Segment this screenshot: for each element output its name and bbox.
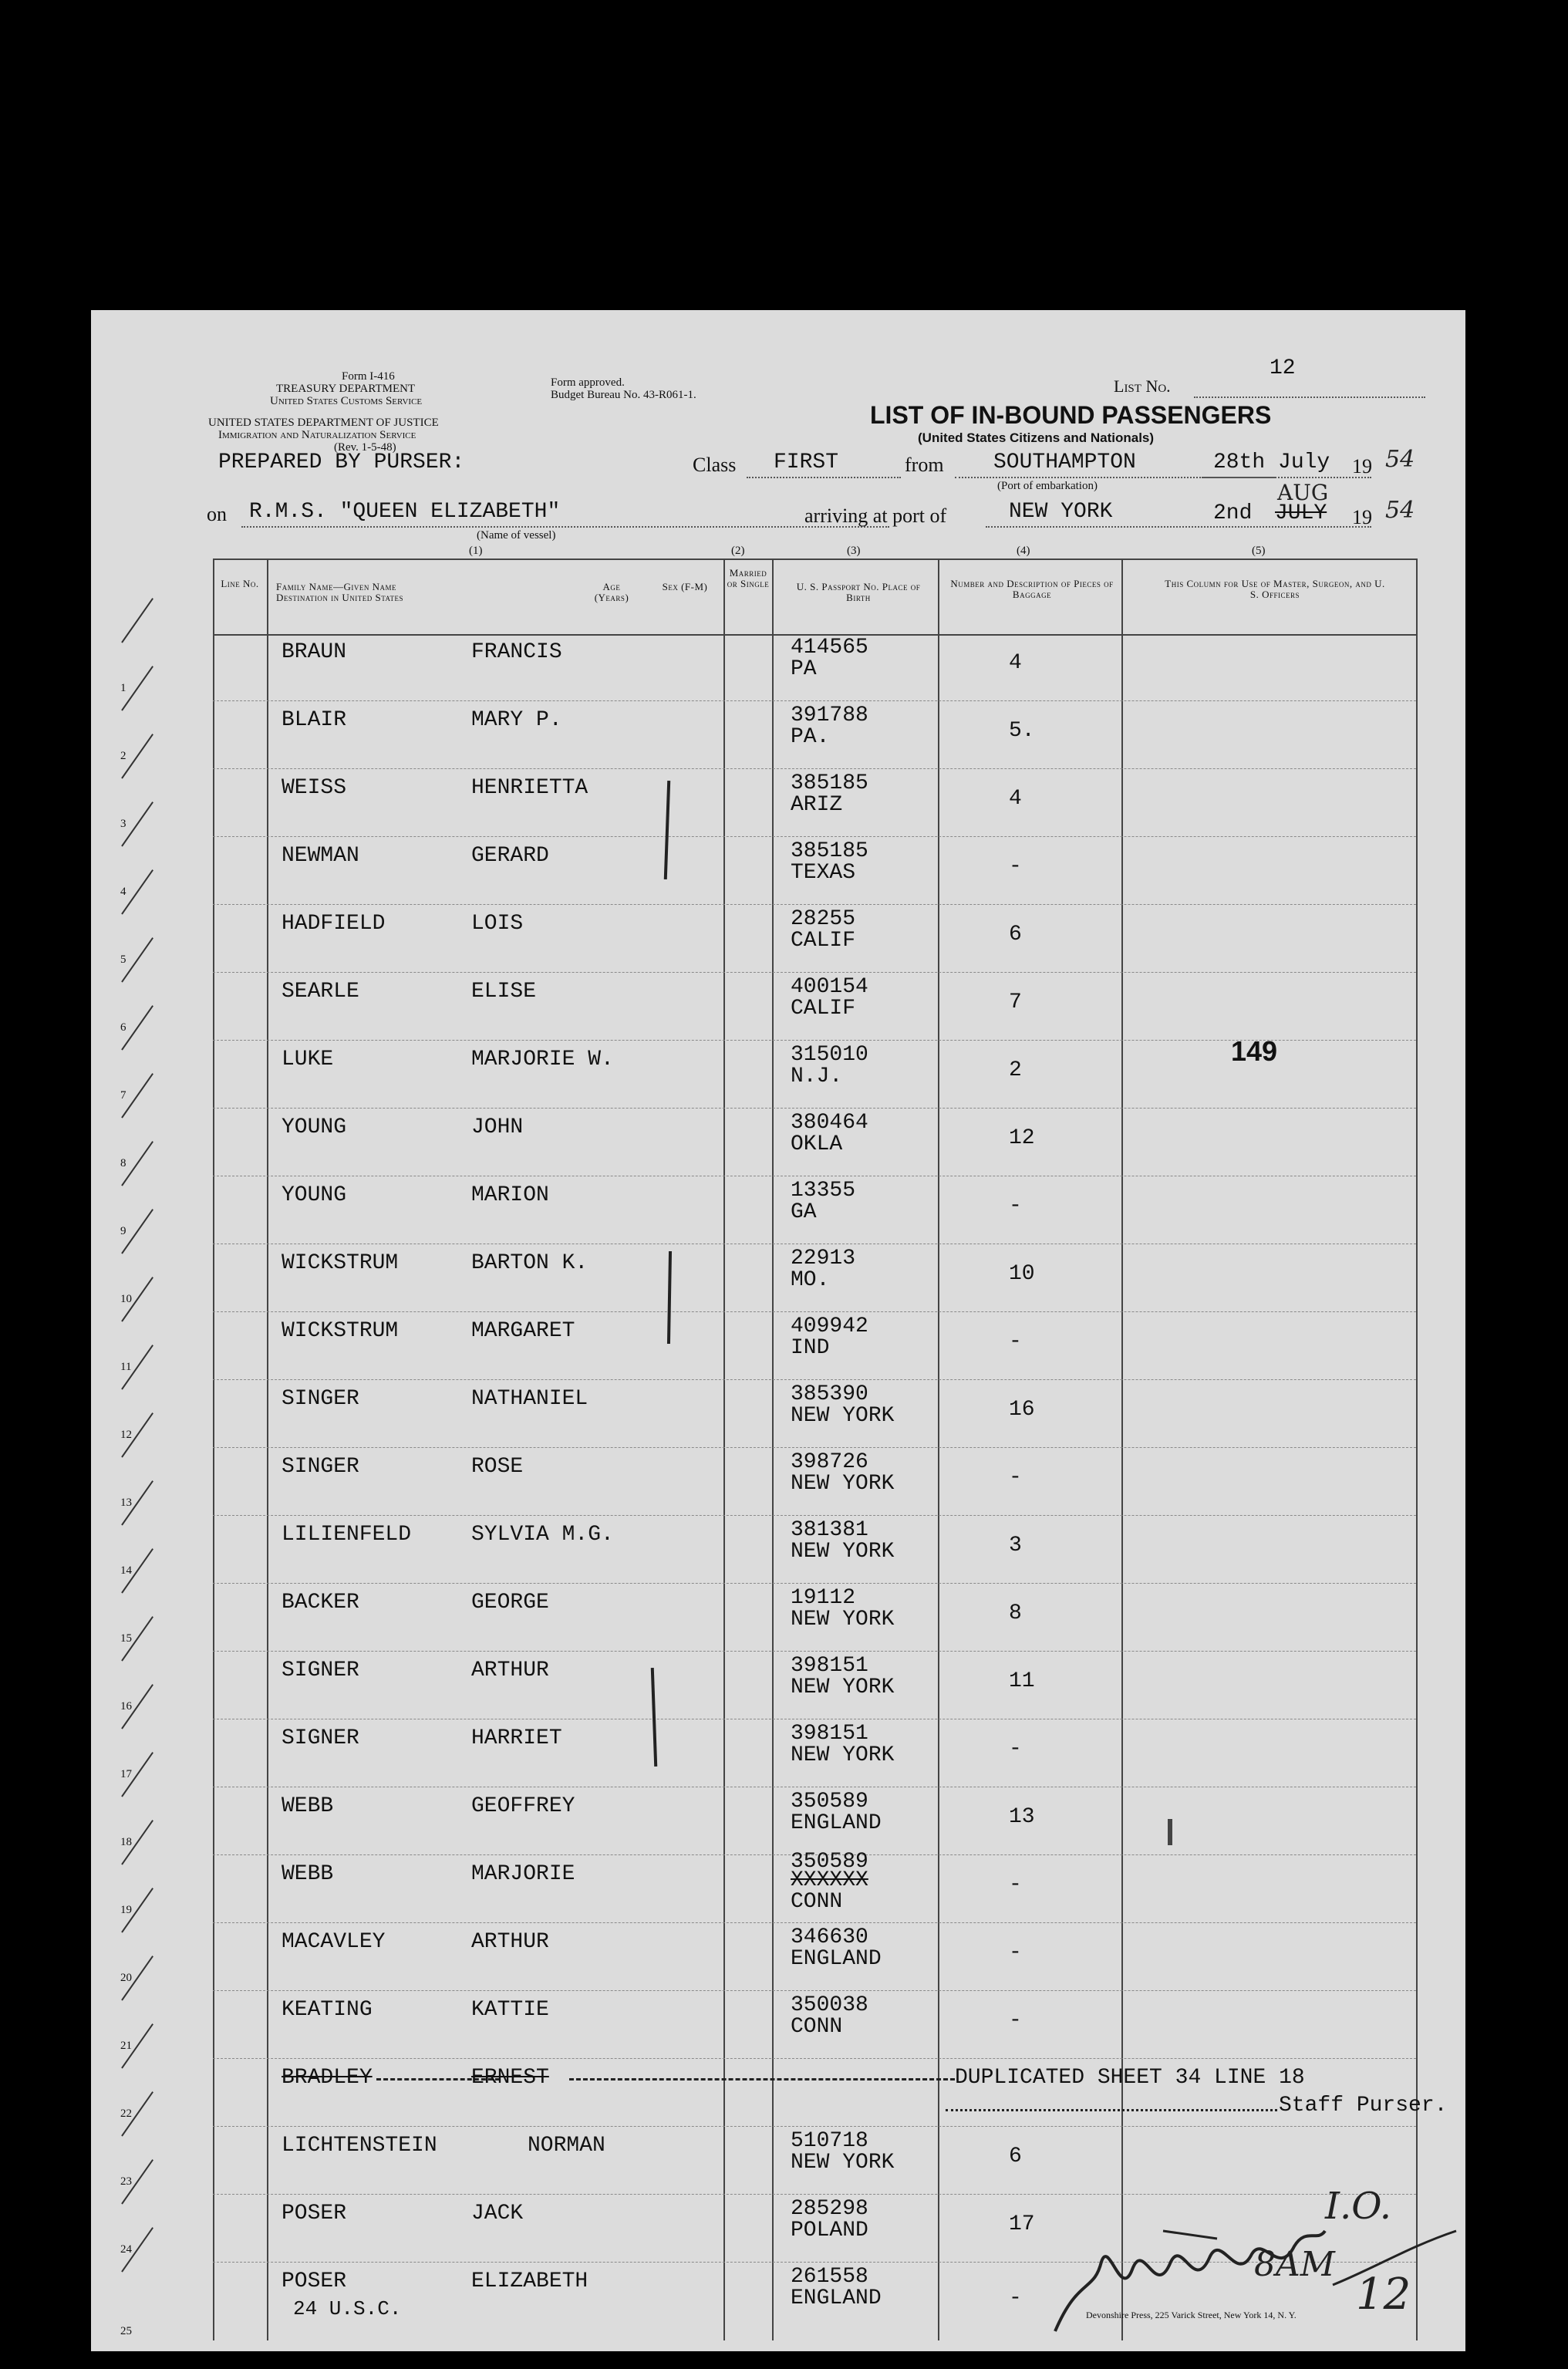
arrival-month: AUG [1277, 480, 1329, 505]
table-row: 16 SIGNER ARTHUR 398151 NEW YORK 11 [91, 1652, 1465, 1720]
baggage-count: 12 [1009, 1126, 1035, 1150]
baggage-count: 13 [1009, 1805, 1035, 1829]
place-of-birth: NEW YORK [791, 1472, 895, 1496]
year-prefix-1: 19 [1352, 455, 1372, 478]
staff-purser: Staff Purser. [1279, 2094, 1448, 2118]
printer-imprint: Devonshire Press, 225 Varick Street, New York 14, N. Y. [1086, 2310, 1297, 2320]
passport-number: 510718 [791, 2129, 868, 2153]
arrival-port: NEW YORK [1009, 500, 1113, 524]
family-name: LILIENFELD [282, 1523, 412, 1547]
manifest-sheet [91, 310, 1465, 2351]
baggage-count: 10 [1009, 1262, 1035, 1286]
col-number-5: (5) [1252, 545, 1266, 557]
col-number-4: (4) [1017, 545, 1030, 557]
passport-number: 385185 [791, 839, 868, 863]
table-row: 20 MACAVLEY ARTHUR 346630 ENGLAND - [91, 1924, 1465, 1992]
family-name: LICHTENSTEIN [282, 2134, 437, 2158]
year-prefix-2: 19 [1352, 506, 1372, 528]
passport-number: 414565 [791, 636, 868, 660]
baggage-count: - [1009, 1941, 1022, 1965]
family-name: SEARLE [282, 980, 359, 1004]
given-name: ELISE [471, 980, 537, 1004]
family-name: SIGNER [282, 1659, 359, 1682]
place-of-birth: MO. [791, 1268, 830, 1292]
given-name: JACK [471, 2202, 524, 2226]
arrival-day: 2nd [1213, 501, 1253, 525]
given-name: NORMAN [528, 2134, 605, 2158]
baggage-count: 2 [1009, 1058, 1022, 1082]
year-1: 54 [1385, 446, 1415, 473]
passport-number: 385185 [791, 771, 868, 795]
family-name: WEBB [282, 1794, 334, 1818]
place-of-birth: NEW YORK [791, 1676, 895, 1699]
given-name: MARION [471, 1183, 549, 1207]
given-name: GEOFFREY [471, 1794, 575, 1818]
passport-number: 285298 [791, 2197, 868, 2221]
from-label: from [905, 454, 944, 476]
table-row: 9 YOUNG MARION 13355 GA - [91, 1177, 1465, 1245]
given-name: HARRIET [471, 1726, 562, 1750]
on-label: on [207, 503, 227, 525]
place-of-birth: ENGLAND [791, 1811, 882, 1835]
table-row: 12 SINGER NATHANIEL 385390 NEW YORK 16 [91, 1381, 1465, 1449]
place-of-birth: PA. [791, 725, 830, 749]
place-of-birth: NEW YORK [791, 1608, 895, 1632]
passport-number: 381381 [791, 1518, 868, 1542]
document-title: LIST OF IN-BOUND PASSENGERS [870, 401, 1272, 429]
baggage-count: 6 [1009, 923, 1022, 947]
given-name: MARJORIE W. [471, 1048, 614, 1071]
given-name: GEORGE [471, 1591, 549, 1615]
handwritten-io: I.O. [1325, 2185, 1392, 2228]
passport-number: 398726 [791, 1450, 868, 1474]
passport-number: 28255 [791, 907, 856, 931]
prepared-by: PREPARED BY PURSER: [218, 451, 465, 474]
place-of-birth: ENGLAND [791, 1947, 882, 1971]
baggage-count: 3 [1009, 1534, 1022, 1557]
col-number-3: (3) [847, 545, 861, 557]
given-name: MARJORIE [471, 1862, 575, 1886]
given-name: JOHN [471, 1115, 524, 1139]
table-row: 14 LILIENFELD SYLVIA M.G. 381381 NEW YORK 3 [91, 1517, 1465, 1584]
col-header-sex: Sex (F-M) [662, 581, 708, 592]
place-of-birth: NEW YORK [791, 2151, 895, 2175]
col-number-1: (1) [469, 545, 483, 557]
handwritten-8am: 8AM [1254, 2245, 1335, 2284]
table-row: 2 BLAIR MARY P. 391788 PA. 5. [91, 702, 1465, 770]
passport-number: 315010 [791, 1043, 868, 1067]
passport-number: 385390 [791, 1382, 868, 1406]
place-of-birth: OKLA [791, 1132, 843, 1156]
place-of-birth: CONN [791, 2015, 843, 2039]
passport-number: 391788 [791, 704, 868, 727]
baggage-count: 17 [1009, 2212, 1035, 2236]
form-revision: (Rev. 1-5-48) [334, 441, 396, 454]
baggage-count: - [1009, 1737, 1022, 1761]
baggage-count: 7 [1009, 990, 1022, 1014]
baggage-count: 6 [1009, 2145, 1022, 2168]
vessel-label: (Name of vessel) [477, 529, 556, 542]
col-header-line-no: Line No. [221, 578, 259, 589]
baggage-count: 8 [1009, 1601, 1022, 1625]
family-name: BRAUN [282, 640, 347, 664]
arrival-month-struck: JULY [1275, 501, 1327, 525]
family-name: HADFIELD [282, 912, 386, 936]
col-header-married: Married or Single [727, 567, 770, 589]
list-no-label: List No. [1114, 376, 1171, 396]
family-name: YOUNG [282, 1183, 347, 1207]
place-of-birth: NEW YORK [791, 1404, 895, 1428]
budget-bureau: Budget Bureau No. 43-R061-1. [551, 389, 696, 401]
baggage-count: - [1009, 2286, 1022, 2310]
family-name: POSER [282, 2202, 347, 2226]
year-2: 54 [1385, 497, 1415, 524]
class-value: FIRST [774, 451, 839, 474]
passport-number: 261558 [791, 2265, 868, 2289]
table-row: 15 BACKER GEORGE 19112 NEW YORK 8 [91, 1584, 1465, 1652]
passport-number: 19112 [791, 1586, 856, 1610]
family-name: BLAIR [282, 708, 347, 732]
family-name: MACAVLEY [282, 1930, 386, 1954]
col-header-name: Family Name—Given Name [276, 581, 396, 592]
baggage-count: - [1009, 1873, 1022, 1897]
given-name: MARGARET [471, 1319, 575, 1343]
place-of-birth: TEXAS [791, 861, 856, 885]
port-embark-label: (Port of embarkation) [997, 480, 1098, 492]
family-name: WICKSTRUM [282, 1319, 399, 1343]
family-name: BACKER [282, 1591, 359, 1615]
given-name: ARTHUR [471, 1659, 549, 1682]
duplicated-note: DUPLICATED SHEET 34 LINE 18 [955, 2066, 1305, 2090]
table-row: 25 POSER ELIZABETH 261558 ENGLAND - [91, 2263, 1465, 2340]
baggage-count: - [1009, 1194, 1022, 1218]
table-row: 23 LICHTENSTEIN NORMAN 510718 NEW YORK 6 [91, 2128, 1465, 2195]
given-name: MARY P. [471, 708, 562, 732]
given-name: ARTHUR [471, 1930, 549, 1954]
given-name: ELIZABETH [471, 2269, 588, 2293]
passport-number: 398151 [791, 1654, 868, 1678]
baggage-count: 4 [1009, 787, 1022, 811]
place-of-birth: ARIZ [791, 793, 843, 817]
departure-date: 28th July [1213, 451, 1330, 474]
given-name: BARTON K. [471, 1251, 588, 1275]
table-row: 8 YOUNG JOHN 380464 OKLA 12 [91, 1109, 1465, 1177]
given-name: KATTIE [471, 1998, 549, 2022]
given-name: NATHANIEL [471, 1387, 588, 1411]
given-name: ROSE [471, 1455, 524, 1479]
passport-number: 346630 [791, 1925, 868, 1949]
table-top-border [213, 559, 1416, 560]
passport-number: 409942 [791, 1314, 868, 1338]
arriving-label: arriving at port of [804, 505, 947, 527]
vessel-name: R.M.S. "QUEEN ELIZABETH" [249, 500, 561, 524]
baggage-count: 5. [1009, 719, 1035, 743]
col-number-2: (2) [731, 545, 745, 557]
dept-ins: Immigration and Naturalization Service [218, 429, 416, 441]
list-no-value: 12 [1270, 356, 1296, 380]
col-header-baggage: Number and Description of Pieces of Baggage [950, 578, 1114, 600]
table-row: 3 WEISS HENRIETTA 385185 ARIZ 4 [91, 770, 1465, 838]
baggage-count: 16 [1009, 1398, 1035, 1422]
place-of-birth: CONN [791, 1890, 843, 1914]
dept-treasury: TREASURY DEPARTMENT [276, 383, 416, 395]
table-row: 21 KEATING KATTIE 350038 CONN - [91, 1992, 1465, 2060]
passport-number: 380464 [791, 1111, 868, 1135]
table-row: 5 HADFIELD LOIS 28255 CALIF 6 [91, 906, 1465, 974]
handwritten-stroke [1325, 2223, 1464, 2293]
document-subtitle: (United States Citizens and Nationals) [918, 430, 1155, 445]
passport-number: 350589 [791, 1790, 868, 1814]
handwritten-12: 12 [1356, 2269, 1411, 2320]
baggage-count: - [1009, 2009, 1022, 2033]
table-row: 10 WICKSTRUM BARTON K. 22913 MO. 10 [91, 1245, 1465, 1313]
table-row: 17 SIGNER HARRIET 398151 NEW YORK - [91, 1720, 1465, 1788]
passport-number: 400154 [791, 975, 868, 999]
place-of-birth: PA [791, 657, 817, 681]
place-of-birth: GA [791, 1200, 817, 1224]
dept-justice: UNITED STATES DEPARTMENT OF JUSTICE [208, 417, 439, 429]
form-number: Form I-416 [342, 370, 395, 383]
baggage-count: - [1009, 1466, 1022, 1490]
port-of-embarkation: SOUTHAMPTON [993, 451, 1136, 474]
baggage-count: - [1009, 1330, 1022, 1354]
family-name: BRADLEY [282, 2066, 373, 2090]
place-of-birth: NEW YORK [791, 1743, 895, 1767]
place-of-birth: IND [791, 1336, 830, 1360]
given-name: ERNEST [471, 2066, 549, 2090]
table-row: 13 SINGER ROSE 398726 NEW YORK - [91, 1449, 1465, 1517]
table-row: 18 WEBB GEOFFREY 350589 ENGLAND 13 [91, 1788, 1465, 1856]
pen-mark [1168, 1819, 1172, 1845]
table-row-cancelled: 22 BRADLEY ERNEST DUPLICATED SHEET 34 LINE 18 Staff Purser. [91, 2060, 1465, 2128]
table-row: 11 WICKSTRUM MARGARET 409942 IND - [91, 1313, 1465, 1381]
passport-number: 398151 [791, 1722, 868, 1746]
family-name: POSER [282, 2269, 347, 2293]
baggage-count: 11 [1009, 1669, 1035, 1693]
struck-passport: XXXXXX [791, 1868, 868, 1892]
given-name: LOIS [471, 912, 524, 936]
passport-number: 350589 [791, 1850, 868, 1874]
col-header-age: Age (Years) [594, 581, 629, 603]
family-name: SINGER [282, 1455, 359, 1479]
footer-left: 24 U.S.C. [293, 2297, 402, 2320]
place-of-birth: POLAND [791, 2219, 868, 2242]
family-name: WEBB [282, 1862, 334, 1886]
family-name: SIGNER [282, 1726, 359, 1750]
col-header-destination: Destination in United States [276, 592, 404, 603]
place-of-birth: ENGLAND [791, 2286, 882, 2310]
family-name: NEWMAN [282, 844, 359, 868]
given-name: SYLVIA M.G. [471, 1523, 614, 1547]
class-label: Class [693, 454, 737, 476]
passport-number: 22913 [791, 1247, 856, 1271]
given-name: GERARD [471, 844, 549, 868]
baggage-count: - [1009, 855, 1022, 879]
place-of-birth: CALIF [791, 997, 856, 1021]
dept-customs: United States Customs Service [270, 395, 423, 407]
family-name: WEISS [282, 776, 347, 800]
passport-number: 350038 [791, 1993, 868, 2017]
table-row: 6 SEARLE ELISE 400154 CALIF 7 [91, 974, 1465, 1041]
table-row: 7 LUKE MARJORIE W. 315010 N.J. 2 [91, 1041, 1465, 1109]
place-of-birth: N.J. [791, 1065, 843, 1088]
family-name: SINGER [282, 1387, 359, 1411]
col-header-officers: This Column for Use of Master, Surgeon, and U. S. Officers [1165, 578, 1385, 600]
family-name: KEATING [282, 1998, 373, 2022]
officer-note: 149 [1231, 1035, 1278, 1067]
family-name: YOUNG [282, 1115, 347, 1139]
given-name: FRANCIS [471, 640, 562, 664]
baggage-count: 4 [1009, 651, 1022, 675]
form-approved: Form approved. [551, 376, 625, 389]
family-name: WICKSTRUM [282, 1251, 399, 1275]
table-row: 24 POSER JACK 285298 POLAND 17 [91, 2195, 1465, 2263]
table-row: 1 BRAUN FRANCIS 414565 PA 4 [91, 634, 1465, 702]
table-row: 4 NEWMAN GERARD 385185 TEXAS - [91, 838, 1465, 906]
given-name: HENRIETTA [471, 776, 588, 800]
table-row: 19 WEBB MARJORIE 350589 XXXXXX CONN - [91, 1856, 1465, 1924]
place-of-birth: NEW YORK [791, 1540, 895, 1564]
passport-number: 13355 [791, 1179, 856, 1203]
col-header-passport: U. S. Passport No. Place of Birth [796, 581, 921, 603]
place-of-birth: CALIF [791, 929, 856, 953]
family-name: LUKE [282, 1048, 334, 1071]
